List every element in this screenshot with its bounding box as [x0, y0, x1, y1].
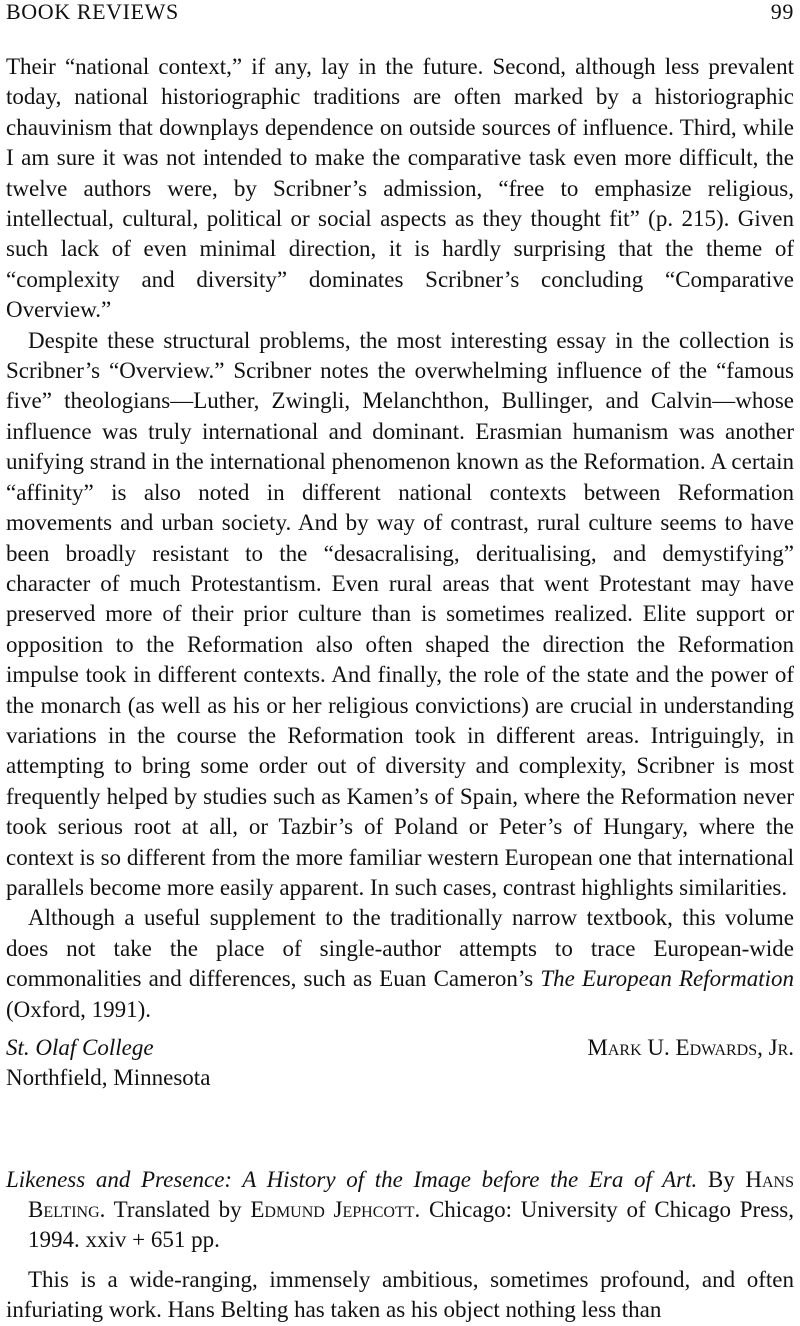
book-translator: Edmund Jephcott [250, 1196, 415, 1222]
article-body [6, 52, 794, 1326]
book-title: Likeness and Presence: A History of the Image before the Era of Art. [6, 1166, 698, 1192]
review-paragraph: Their “national context,” if any, lay in the future. Second, although less prevalent today, national historiographic traditions are often marked by a historiographic chauvinism that downplays dependence on outside sources of influence. Third, while I am sure it was not intended to make the comparative task even more difficult, the twelve authors were, by Scribner’s admission, “free to emphasize religious, intellectual, cultural, political or social aspects as they thought fit” (p. 215). Given such lack of even minimal direction, it is hardly surprising that the theme of “complexity and diversity” dominates Scribner’s concluding “Comparative Overview.” [6, 54, 794, 323]
page-number: 99 [770, 0, 794, 24]
review-closing-paragraph [6, 903, 794, 1025]
running-head [6, 0, 794, 25]
review-paragraph: This is a wide-ranging, immensely ambitious, sometimes profound, and often infuriating work. Hans Belting has taken as his object nothing less than [6, 1266, 794, 1323]
cited-book-title: The European Reformation [540, 966, 794, 992]
reviewer-name: Mark U. Edwards, Jr. [587, 1035, 794, 1060]
book-author: Hans Belting [28, 1166, 794, 1222]
reviewed-book-heading [6, 1165, 794, 1255]
review-paragraph: Despite these structural problems, the most interesting essay in the collection is Scribner’s “Overview.” Scribner notes the overwhelming influence of the “famous five” theologians—Luther, Zwingli, Melanchthon, Bullinger, and Calvin—whose influence was truly international and dominant. Erasmian humanism was another unifying strand in the international phenomenon known as the Reformation. A certain “affinity” is also noted in different national contexts between Reformation movements and urban society. And by way of contrast, rural culture seems to have been broadly resistant to the “desacralising, deritualising, and demystifying” character of much Protestantism. Even rural areas that went Protestant may have preserved more of their prior culture than is sometimes realized. Elite support or opposition to the Reformation also often shaped the direction the Reformation impulse took in different contexts. And finally, the role of the state and the power of the monarch (as well as his or her religious convictions) are crucial in understanding variations in the course the Reformation took in different areas. Intriguingly, in attempting to bring some order out of diversity and complexity, Scribner is most frequently helped by studies such as Kamen’s of Spain, where the Reformation never took serious root at all, or Tazbir’s of Poland or Peter’s of Hungary, where the context is so different from the more familiar western European one that international parallels become more easily apparent. In such cases, contrast highlights similarities. [6, 327, 794, 900]
paragraph-text: Although a useful supplement to the traditionally narrow textbook, this volume does not take the place of single-author attempts to trace European-wide commonalities and differences, such as Euan Cameron’s [6, 905, 794, 992]
heading-text: . Translated by [99, 1196, 251, 1222]
paragraph-text: (Oxford, 1991). [6, 996, 151, 1022]
journal-section-title: BOOK REVIEWS [6, 0, 179, 24]
publication-details: . Chicago: University of Chicago Press, 1994. xxiv + 651 pp. [28, 1196, 795, 1252]
reviewer-institution: St. Olaf College [6, 1035, 154, 1060]
reviewer-location: Northfield, Minnesota [6, 1065, 211, 1091]
heading-text: By [697, 1166, 746, 1192]
reviewer-signature [6, 1033, 794, 1094]
